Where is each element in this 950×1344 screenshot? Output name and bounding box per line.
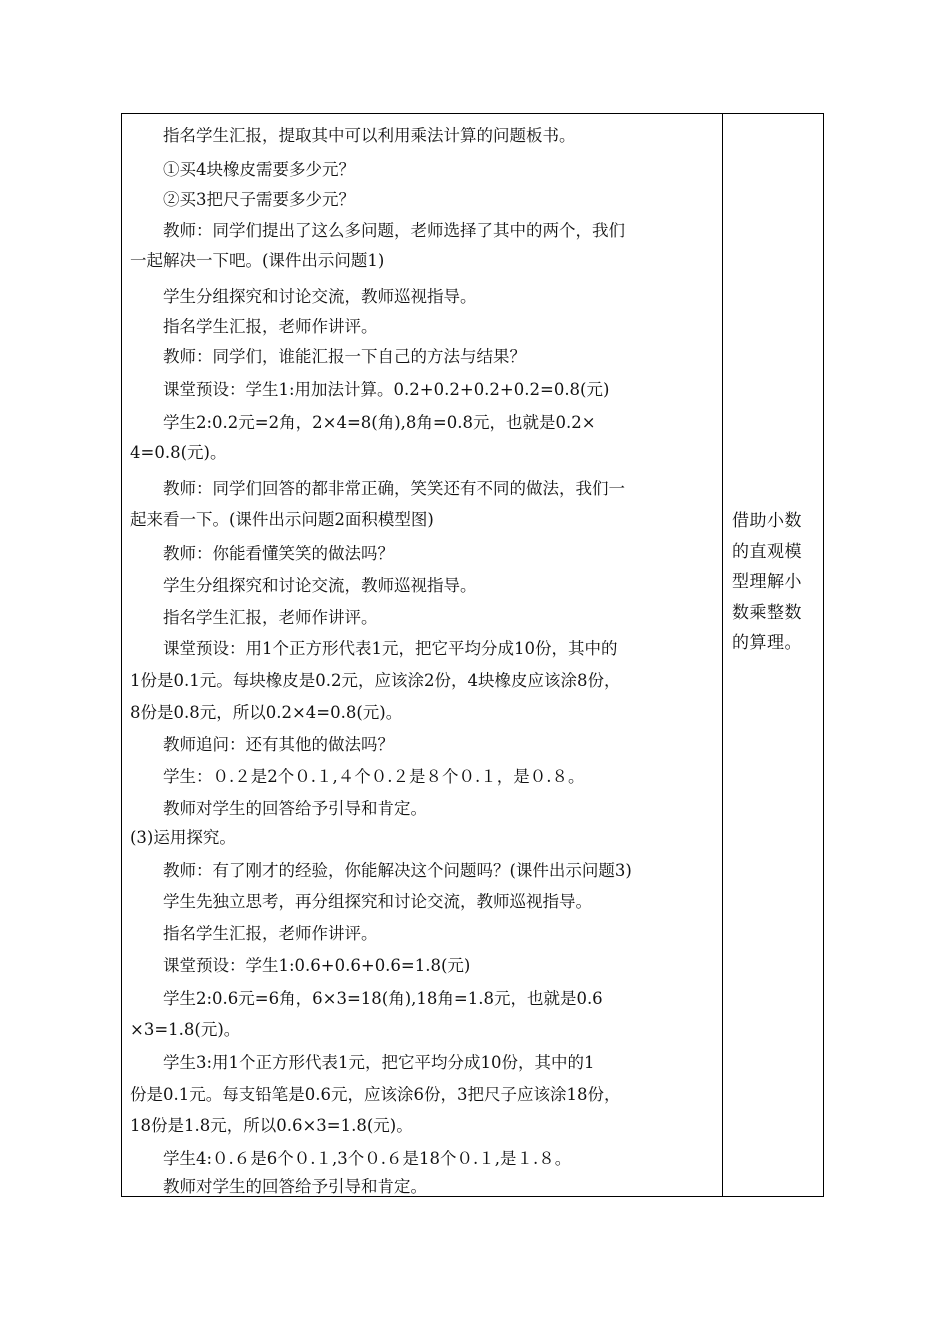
text-line: 4=0.8(元)。 (130, 443, 227, 462)
text-line: 指名学生汇报，老师作讲评。 (130, 608, 378, 627)
text-line: 学生2:0.6元=6角，6×3=18(角),18角=1.8元，也就是0.6 (130, 989, 603, 1008)
text-line: 学生2:0.2元=2角，2×4=8(角),8角=0.8元，也就是0.2× (130, 413, 596, 432)
text-line: 课堂预设：学生1:0.6+0.6+0.6=1.8(元) (130, 956, 471, 975)
text-line: ②买3把尺子需要多少元？ (130, 190, 355, 209)
text-line: 一起解决一下吧。(课件出示问题1) (130, 251, 385, 270)
text-line: 学生分组探究和讨论交流，教师巡视指导。 (130, 576, 477, 595)
text-line: 教师追问：还有其他的做法吗？ (130, 735, 394, 754)
side-text-line: 型理解小 (732, 572, 802, 592)
text-line: 教师：同学们提出了这么多问题，老师选择了其中的两个，我们 (130, 221, 625, 240)
text-line: 教师：你能看懂笑笑的做法吗？ (130, 544, 394, 563)
text-line: 学生先独立思考，再分组探究和讨论交流，教师巡视指导。 (130, 892, 592, 911)
text-line: 学生4:０.６是6个０.１,3个０.６是18个０.１,是１.８。 (130, 1149, 572, 1168)
text-line: 教师：同学们回答的都非常正确，笑笑还有不同的做法，我们一 (130, 479, 625, 498)
text-line: 18份是1.8元，所以0.6×3=1.8(元)。 (130, 1116, 413, 1135)
text-line: 学生：０.２是2个０.１,４个０.２是８个０.１，是０.８。 (130, 767, 585, 786)
side-text-line: 的算理。 (732, 633, 802, 653)
text-line: 指名学生汇报，提取其中可以利用乘法计算的问题板书。 (130, 126, 576, 145)
text-line: 学生分组探究和讨论交流，教师巡视指导。 (130, 287, 477, 306)
design-intent-cell (732, 506, 818, 659)
text-line: 指名学生汇报，老师作讲评。 (130, 317, 378, 336)
text-line: 教师：同学们，谁能汇报一下自己的方法与结果？ (130, 347, 526, 366)
text-line: 8份是0.8元，所以0.2×4=0.8(元)。 (130, 703, 403, 722)
column-divider (722, 114, 723, 1196)
text-line: 课堂预设：学生1:用加法计算。0.2+0.2+0.2+0.2=0.8(元) (130, 380, 610, 399)
text-line: 起来看一下。(课件出示问题2面积模型图) (130, 510, 434, 529)
side-text-line: 的直观模 (732, 541, 802, 562)
text-line: ①买4块橡皮需要多少元？ (130, 160, 355, 179)
side-text-line: 借助小数 (732, 511, 802, 531)
side-text-line: 数乘整数 (732, 602, 802, 623)
text-line: 教师：有了刚才的经验，你能解决这个问题吗？(课件出示问题3) (130, 861, 632, 880)
text-line: 份是0.1元。每支铅笔是0.6元，应该涂6份，3把尺子应该涂18份， (130, 1085, 621, 1104)
text-line: 教师对学生的回答给予引导和肯定。 (130, 1177, 427, 1196)
lesson-table (121, 113, 824, 1197)
text-line: 课堂预设：用1个正方形代表1元，把它平均分成10份，其中的 (130, 639, 618, 658)
text-line: 指名学生汇报，老师作讲评。 (130, 924, 378, 943)
text-line: 教师对学生的回答给予引导和肯定。 (130, 799, 427, 818)
text-line: 1份是0.1元。每块橡皮是0.2元，应该涂2份，4块橡皮应该涂8份， (130, 671, 621, 690)
text-line: (3)运用探究。 (130, 828, 236, 847)
text-line: ×3=1.8(元)。 (130, 1020, 241, 1039)
text-line: 学生3:用1个正方形代表1元，把它平均分成10份，其中的1 (130, 1053, 595, 1072)
